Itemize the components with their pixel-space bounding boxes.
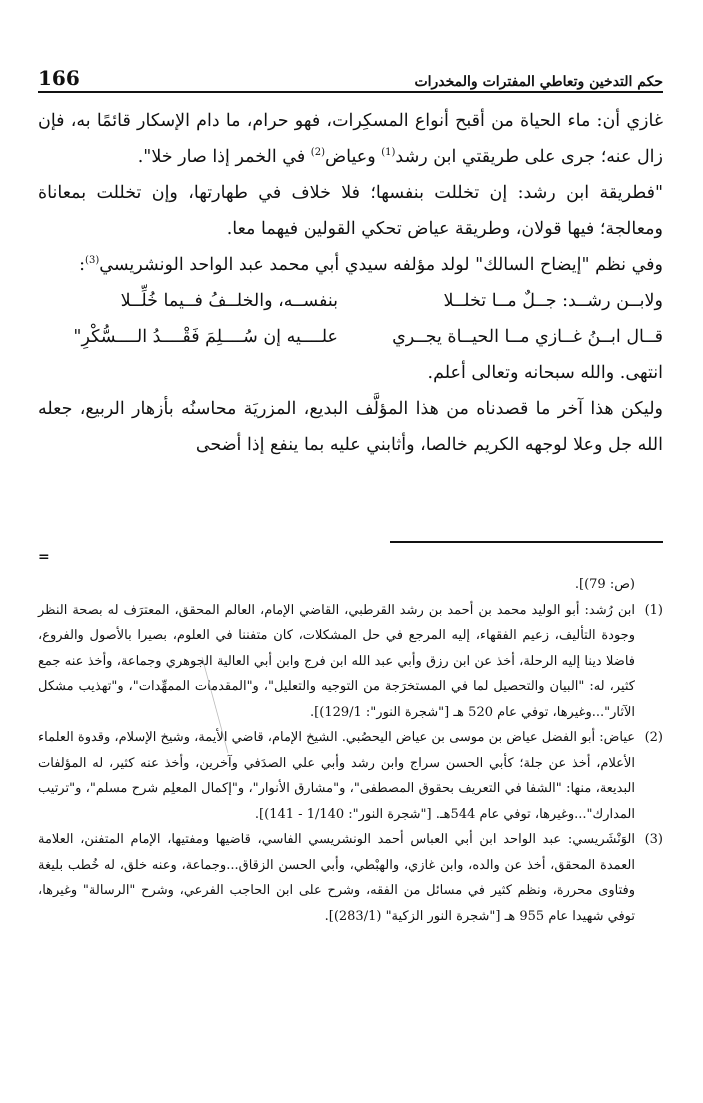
running-header xyxy=(38,62,663,90)
continuation-mark: = xyxy=(38,549,50,565)
footnote-2-text: عياض: أبو الفضل عياض بن موسى بن عياض اليحصُبي. الشيخ الإمام، قاضي الأيمة، وشيخ الإسلام، وقدوة العلماء الأعلام، أخذ عن جلة؛ كأبي الحسن سراج وابن رشد وأبي علي الصدَفي وآخرين، وأخذ عنه كثير، له المؤلفات البديعة، منها: "الشفا في التعريف بحقوق المصطفى"، و"مشارق الأنوار"، و"إكمال المعلِم شرح مسلم"، و"ترتيب المدارك"...وغيرها، توفي عام 544هـ. ["شجرة النور": 1/140 - 141)]. xyxy=(38,730,635,822)
verse-1-first-hemistich: ولابــن رشــد: جــلٌ مــا تخلــلا xyxy=(443,291,663,311)
verse-2-first-hemistich: قــال ابــنُ غــازي مــا الحيــاة يجــري xyxy=(392,327,663,347)
footnote-2-number: (2) xyxy=(644,730,663,745)
p1-text: غازي أن: ماء الحياة من أقبح أنواع المسكِرات، فهو حرام، ما دام الإسكار قائمًا به، فإن زال عنه؛ جرى على طريقتي ابن رشد xyxy=(38,111,663,167)
paragraph-3 xyxy=(38,247,663,283)
verse-line-2 xyxy=(38,319,663,355)
footnote-3 xyxy=(38,827,663,929)
p1-end: في الخمر إذا صار خلا". xyxy=(137,147,311,167)
running-title: حكم التدخين وتعاطي المفترات والمخدرات xyxy=(414,74,663,90)
paragraph-5: وليكن هذا آخر ما قصدناه من هذا المؤلَّف البديع، المزريَة محاسنُه بأزهار الربيع، جعله الله جل وعلا لوجهه الكريم خالصا، وأثابني عليه بما ينفع إذا أضحى xyxy=(38,399,663,455)
footnote-1-text: ابن رُشد: أبو الوليد محمد بن أحمد بن رشد القرطبي، القاضي الإمام، العالم المحقق، المعترَف له بصحة النظر وجودة التأليف، زعيم الفقهاء، إليه المرجع في حل المشكلات، كان متفننا في العلوم، بصيرا بالأصول والفروع، فاضلا دينا إليه الرحلة، أخذ عن ابن رزق وأبي عبد الله ابن فرج وابن أبي العالية الجوهري وجماعة، وأخذ عنه جمع كثير، له: "البيان والتحصيل لما في المستخرَجة من التوجيه والتعليل"، و"المقدمات الممهِّدات"، و"تهذيب مشكل الآثار"...وغيرها، توفي عام 520 هـ ["شجرة النور": 129/1)]. xyxy=(38,602,636,720)
paragraph-4: انتهى. والله سبحانه وتعالى أعلم. xyxy=(427,363,663,383)
footnote-3-number: (3) xyxy=(644,832,663,847)
footnote-3-text: الوَنْشَريسي: عبد الواحد ابن أبي العباس أحمد الونشريسي الفاسي، قاضيها ومفتيها، الإمام المتفنن، العلامة العمدة المحقق، أخذ عن والده، وابن غازي، والهبْطي، وأبي الحسن الزقاق...وجماعة، وعنه خلق، له خُطب بليغة وفتاوى محررة، ونظم كثير في مسائل من الفقه، وشرح على ابن الحاجب الفرعي، وشرح "الرسالة" وغيرها، توفي شهيدا عام 955 هـ ["شجرة النور الزكية" (283/1)]. xyxy=(38,832,635,924)
footnote-1-number: (1) xyxy=(644,602,663,618)
paragraph-1 xyxy=(38,103,663,175)
p3-text: وفي نظم "إيضاح السالك" لولد مؤلفه سيدي أبي محمد عبد الواحد الونشريسي xyxy=(99,255,663,275)
page-number: 166 xyxy=(38,66,80,90)
footnote-ref-2: (2) xyxy=(310,147,325,159)
footnote-carryover: (ص: 79)]. xyxy=(574,577,635,592)
footnote-separator xyxy=(390,541,663,543)
verse-1-second-hemistich: بنفســه، والخلــفُ فــيما خُلِّــلا xyxy=(120,291,338,311)
footnote-2 xyxy=(38,725,663,827)
scan-stray-mark xyxy=(200,655,230,755)
verse-2-second-hemistich: علــــيه إن سُــــلِمَ فَقْــــدُ الــــسُّكْرِ" xyxy=(73,327,338,347)
verse-line-1 xyxy=(38,283,663,319)
main-text xyxy=(38,103,663,463)
footnote-1 xyxy=(38,598,663,726)
header-rule xyxy=(38,91,663,93)
footnotes xyxy=(38,572,663,929)
footnote-ref-3: (3) xyxy=(85,255,100,267)
p1-mid: وعياض xyxy=(324,147,382,167)
footnote-ref-1: (1) xyxy=(381,147,396,159)
p3-end: : xyxy=(79,255,86,275)
paragraph-2: "فطريقة ابن رشد: إن تخللت بنفسها؛ فلا خلاف في طهارتها، وإن تخللت بمعاناة ومعالجة؛ فيها قولان، وطريقة عياض تحكي القولين فيهما معا. xyxy=(38,183,663,239)
